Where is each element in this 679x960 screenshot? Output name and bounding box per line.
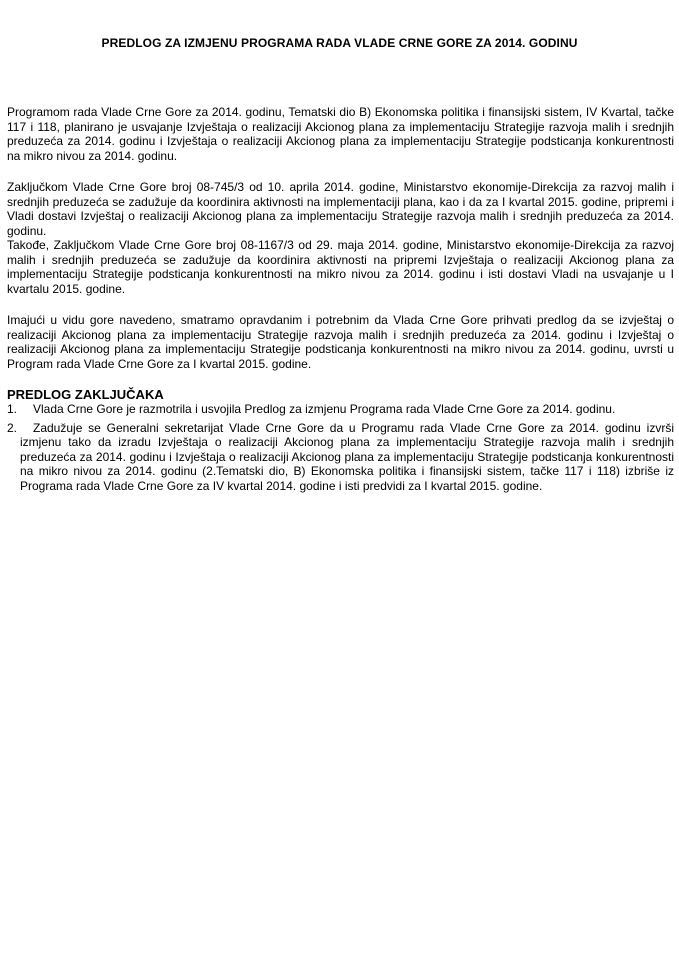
- conclusion-text: Zadužuje se Generalni sekretarijat Vlade Crne Gore da u Programu rada Vlade Crne Gore za 2014. godinu izvrši izmjenu tako da izradu Izvještaja o realizaciji Akcionog plana za implementaciju Strategije razvoja malih i srednjih preduzeća za 2014. godinu i Izvještaja o realizaciji Akcionog plana za implementaciju Strategije podsticanja konkurentnosti na mikro nivou za 2014. godinu (2.Tematski dio, B) Ekonomska politika i finansijski sistem, tačke 117 i 118) izbriše iz Programa rada Vlade Crne Gore za IV kvartal 2014. godine i isti predvidi za I kvartal 2015. godine.: [20, 420, 674, 493]
- paragraph-conclusion-april: Zaključkom Vlade Crne Gore broj 08-745/3 od 10. aprila 2014. godine, Ministarstvo ekonomije-Direkcija za razvoj malih i srednjih preduzeća se zadužuje da koordinira aktivnosti na implementaciji plana, kao i da za I kvartal 2015. godine, pripremi i Vladi dostavi Izvještaj o realizaciji Akcionog plana za implementaciju Strategije razvoja malih i srednjih preduzeća za 2014. godinu.: [7, 180, 674, 238]
- conclusion-number: 1.: [7, 402, 18, 416]
- paragraph-justification: Imajući u vidu gore navedeno, smatramo opravdanim i potrebnim da Vlada Crne Gore prihvati predlog da se izvještaj o realizaciji Akcionog plana za implementaciju Strategije razvoja malih i srednjih preduzeća za 2014. godinu i Izvještaj o realizaciji Akcionog plana za implementaciju Strategije podsticanja konkurentnosti na mikro nivou za 2014. godinu, uvrsti u Program rada Vlade Crne Gore za I kvartal 2015. godine.: [7, 313, 674, 371]
- document-body: [7, 105, 674, 493]
- conclusion-item: [7, 421, 674, 494]
- conclusions-list: [7, 402, 674, 493]
- paragraph-program-plan: Programom rada Vlade Crne Gore za 2014. godinu, Tematski dio B) Ekonomska politika i finansijski sistem, IV Kvartal, tačke 117 i 118, planirano je usvajanje Izvještaja o realizaciji Akcionog plana za implementaciju Strategije razvoja malih i srednjih preduzeća za 2014. godinu i Izvještaja o realizaciji Akcionog plana za implementaciju Strategije podsticanja konkurentnosti na mikro nivou za 2014. godinu.: [7, 105, 674, 163]
- conclusion-number: 2.: [7, 420, 18, 435]
- paragraph-conclusion-may: Takođe, Zaključkom Vlade Crne Gore broj 08-1167/3 od 29. maja 2014. godine, Ministarstvo ekonomije-Direkcija za razvoj malih i srednjih preduzeća se zadužuje da koordinira aktivnosti na pripremi Izvještaja o realizaciji Akcionog plana za implementaciju Strategije podsticanja konkurentnosti na mikro nivou za 2014. godinu i isti dostavi Vladi na usvajanje u I kvartalu 2015. godine.: [7, 238, 674, 296]
- conclusions-heading: PREDLOG ZAKLJUČAKA: [7, 387, 164, 402]
- conclusion-item: [7, 402, 674, 417]
- conclusion-text: Vlada Crne Gore je razmotrila i usvojila Predlog za izmjenu Programa rada Vlade Crne Gore za 2014. godinu.: [33, 402, 616, 416]
- document-title: PREDLOG ZA IZMJENU PROGRAMA RADA VLADE CRNE GORE ZA 2014. GODINU: [101, 36, 578, 50]
